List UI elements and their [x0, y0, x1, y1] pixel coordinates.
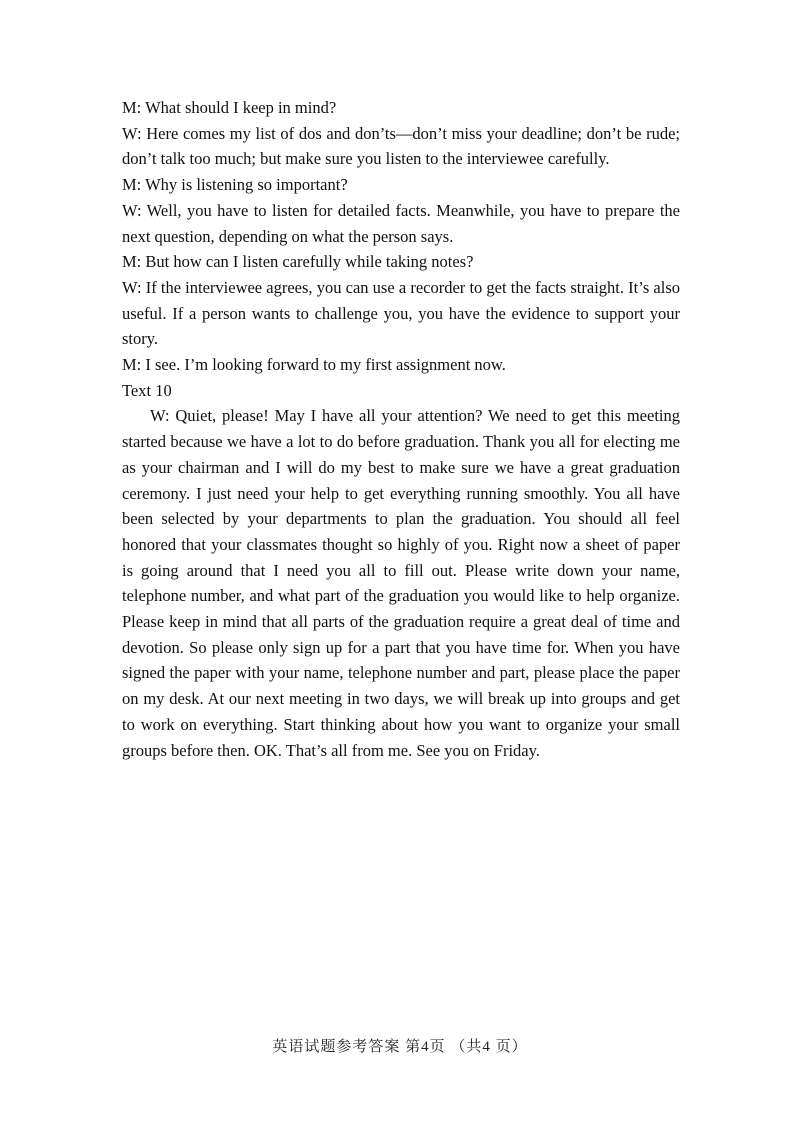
dialogue-line: W: If the interviewee agrees, you can use a recorder to get the facts straight. It’s also useful. If a person wants to challenge you, you have the evidence to support your story. — [122, 277, 680, 349]
dialogue-line: M: What should I keep in mind? — [122, 98, 337, 117]
page-footer: 英语试题参考答案 第4页 （共4 页） — [272, 1039, 528, 1055]
dialogue-line: W: Here comes my list of dos and don’ts—don’t miss your deadline; don’t be rude; don’t talk too much; but make sure you listen to the interviewee carefully. — [122, 123, 680, 169]
dialogue-line: M: I see. I’m looking forward to my first assignment now. — [122, 355, 506, 375]
monologue-paragraph: W: Quiet, please! May I have all your attention? We need to get this meeting started because we have a lot to do before graduation. Thank you all for electing me as your chairman and I will do my best to make sure we have a great graduation ceremony. I just need your help to get everything running smoothly. You all have been selected by your departments to plan the graduation. You should all feel honored that your classmates thought so highly of you. Right now a sheet of paper is going around that I need you all to fill out. Please write down your name, telephone number, and what part of the graduation you would like to help organize. Please keep in mind that all parts of the graduation require a great deal of time and devotion. So please only sign up for a part that you have time for. When you have signed the paper with your name, telephone number and part, please place the paper on my desk. At our next meeting in two days, we will break up into groups and get to work on everything. Start thinking about how you want to organize your small groups before then. OK. That’s all from me. See you on Friday. — [122, 406, 680, 760]
transcript-body — [122, 95, 680, 763]
dialogue-line: M: Why is listening so important? — [122, 175, 348, 195]
dialogue-line: M: But how can I listen carefully while taking notes? — [122, 252, 474, 272]
section-label: Text 10 — [122, 380, 172, 400]
dialogue-line: W: Well, you have to listen for detailed facts. Meanwhile, you have to prepare the next question, depending on what the person says. — [122, 200, 680, 246]
